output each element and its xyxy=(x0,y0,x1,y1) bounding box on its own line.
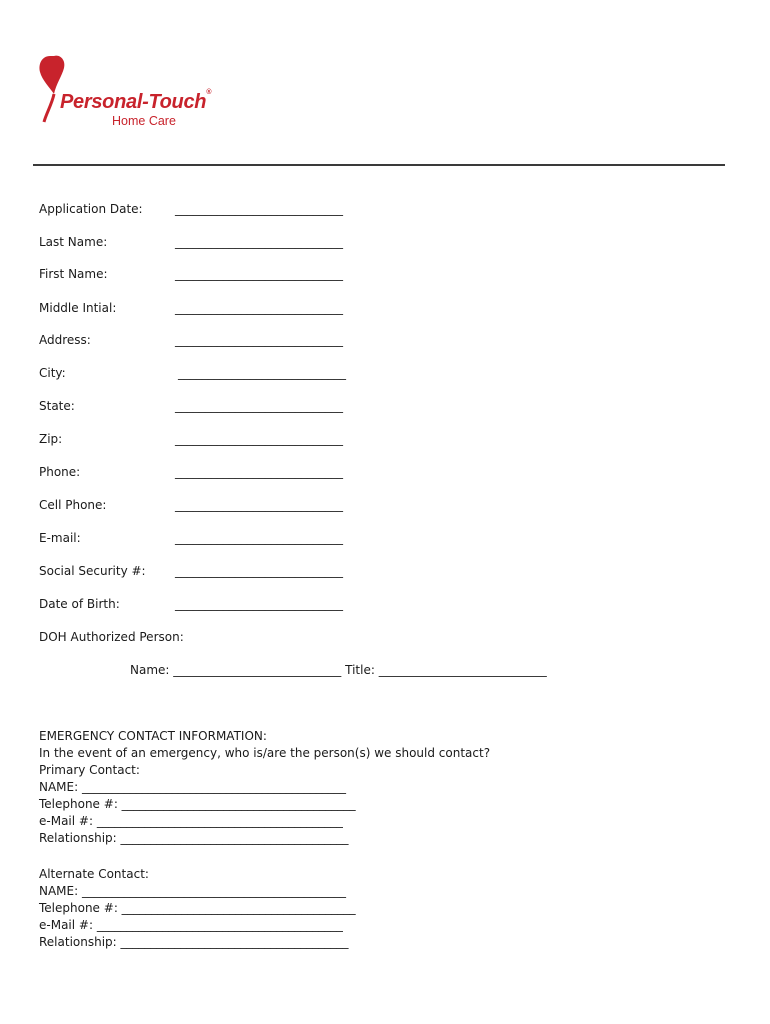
field-blank[interactable]: ____________________________ xyxy=(175,301,343,315)
field-blank[interactable]: ____________________________ xyxy=(175,399,343,413)
doh-title-blank[interactable]: ____________________________ xyxy=(378,663,547,677)
emergency-contact-section xyxy=(39,728,490,847)
brand-name: Personal-Touch® xyxy=(60,89,212,113)
alternate-name-line[interactable]: NAME: ____________________________________________ xyxy=(39,884,346,898)
doh-title-label: Title: xyxy=(345,663,375,677)
field-label: First Name: xyxy=(39,267,108,281)
header-divider xyxy=(33,164,725,166)
field-blank[interactable]: ____________________________ xyxy=(175,531,343,545)
primary-contact-heading: Primary Contact: xyxy=(39,763,140,777)
field-blank[interactable]: ____________________________ xyxy=(175,267,343,281)
primary-name-line[interactable]: NAME: ____________________________________________ xyxy=(39,780,346,794)
alternate-email-line[interactable]: e-Mail #: _________________________________________ xyxy=(39,918,343,932)
field-blank[interactable]: ____________________________ xyxy=(175,465,343,479)
field-label: Cell Phone: xyxy=(39,498,107,512)
field-label: City: xyxy=(39,366,66,380)
field-label: Phone: xyxy=(39,465,81,479)
field-blank[interactable]: ____________________________ xyxy=(175,235,343,249)
field-blank[interactable]: ____________________________ xyxy=(175,498,343,512)
primary-email-line[interactable]: e-Mail #: _________________________________________ xyxy=(39,814,343,828)
field-label: Zip: xyxy=(39,432,63,446)
company-logo xyxy=(36,50,226,130)
field-blank[interactable]: ____________________________ xyxy=(175,432,343,446)
field-label: Middle Intial: xyxy=(39,301,117,315)
emergency-heading: EMERGENCY CONTACT INFORMATION: xyxy=(39,729,267,743)
doh-name-blank[interactable]: ____________________________ xyxy=(173,663,342,677)
doh-name-label: Name: xyxy=(130,663,170,677)
field-label: Social Security #: xyxy=(39,564,146,578)
emergency-question: In the event of an emergency, who is/are the person(s) we should contact? xyxy=(39,746,491,760)
alternate-contact-section xyxy=(39,866,356,951)
field-label: Address: xyxy=(39,333,91,347)
alternate-telephone-line[interactable]: Telephone #: _______________________________________ xyxy=(39,901,356,915)
primary-relationship-line[interactable]: Relationship: ______________________________________ xyxy=(39,831,349,845)
field-blank[interactable]: ____________________________ xyxy=(175,202,343,216)
alternate-relationship-line[interactable]: Relationship: ______________________________________ xyxy=(39,935,349,949)
field-label: E-mail: xyxy=(39,531,81,545)
heart-icon xyxy=(36,50,96,130)
alternate-contact-heading: Alternate Contact: xyxy=(39,867,149,881)
field-label: Date of Birth: xyxy=(39,597,120,611)
field-blank[interactable]: ____________________________ xyxy=(175,333,343,347)
field-blank[interactable]: ____________________________ xyxy=(178,366,346,380)
field-label: Last Name: xyxy=(39,235,108,249)
field-label: Application Date: xyxy=(39,202,143,216)
doh-name-title-row xyxy=(130,663,547,677)
field-label: State: xyxy=(39,399,75,413)
field-blank[interactable]: ____________________________ xyxy=(175,597,343,611)
brand-tagline: Home Care xyxy=(112,114,176,128)
primary-telephone-line[interactable]: Telephone #: _______________________________________ xyxy=(39,797,356,811)
field-blank[interactable]: ____________________________ xyxy=(175,564,343,578)
